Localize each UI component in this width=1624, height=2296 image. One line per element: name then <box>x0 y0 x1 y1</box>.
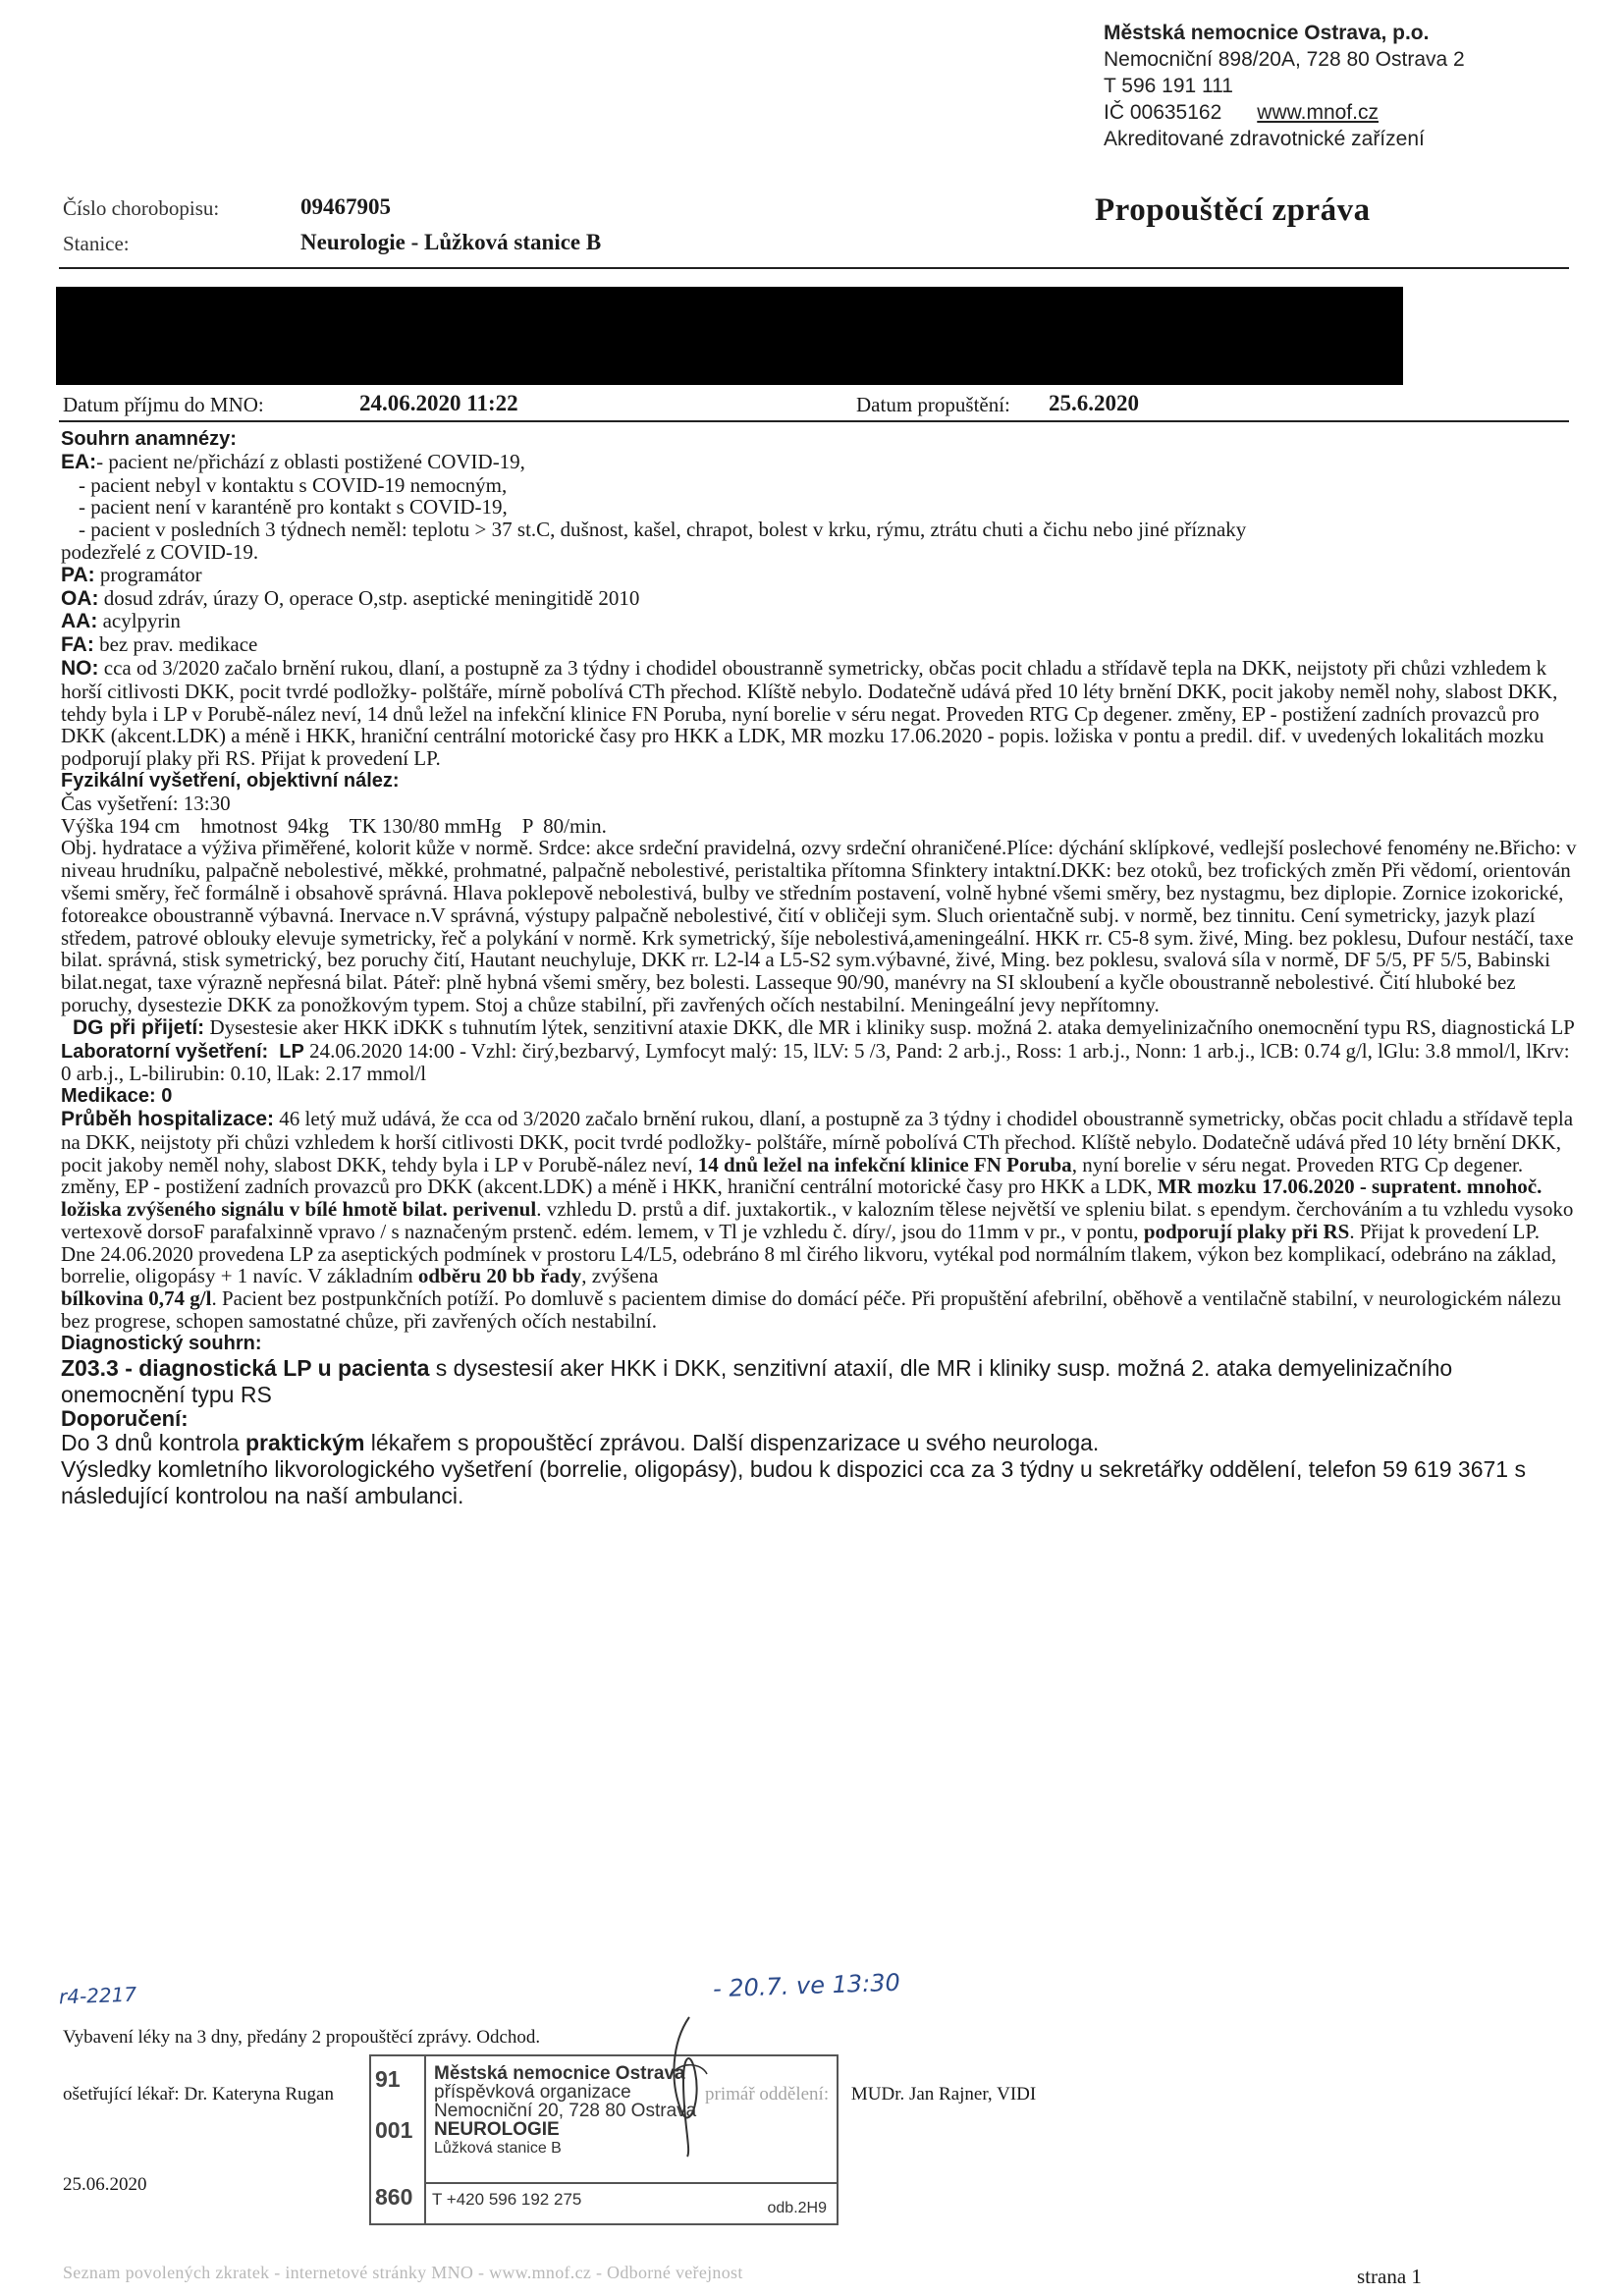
doporuceni-line-1: Do 3 dnů kontrola praktickým lékařem s propouštěcí zprávou. Další dispenzarizace u svého neurologa. <box>61 1430 1100 1456</box>
fyzikalni-heading: Fyzikální vyšetření, objektivní nález: <box>61 769 400 792</box>
page-number: strana 1 <box>1357 2265 1422 2288</box>
primar-name: MUDr. Jan Rajner, VIDI <box>850 2084 1037 2105</box>
dates-divider <box>59 420 1569 422</box>
oa-line: OA: dosud zdráv, úrazy O, operace O,stp. aseptické meningitidě 2010 <box>61 585 640 610</box>
dg-prijeti: DG při přijetí: Dysestesie aker HKK iDKK s tuhnutím lýtek, senzitivní ataxie DKK, dle MR i kliniky susp. možná 2. ataka demyelinizačního onemocnění typu RS, diagnostická LP <box>73 1014 1575 1039</box>
stanice-value: Neurologie - Lůžková stanice B <box>300 230 602 254</box>
chorobopis-label: Číslo chorobopisu: <box>63 196 220 220</box>
discharge-value: 25.6.2020 <box>1049 391 1139 415</box>
stamp-number-2: 001 <box>375 2117 413 2143</box>
stanice-label: Stanice: <box>63 232 130 255</box>
footer-abbreviations: Seznam povolených zkratek - internetové stránky MNO - www.mnof.cz - Odborné veřejnost <box>63 2263 743 2282</box>
hospital-accreditation: Akreditované zdravotnické zařízení <box>1104 128 1425 150</box>
stamp-line-3: Nemocniční 20, 728 80 Ostrava <box>434 2101 697 2121</box>
stanice-row <box>63 230 602 256</box>
handwritten-signature <box>662 2013 717 2160</box>
hospital-address: Nemocniční 898/20A, 728 80 Ostrava 2 <box>1104 48 1465 71</box>
ea-line-5: podezřelé z COVID-19. <box>61 539 259 564</box>
department-stamp <box>369 2054 839 2225</box>
stamp-text <box>434 2064 696 2158</box>
vitals: Výška 194 cm hmotnost 94kg TK 130/80 mmHg P 80/min. <box>61 813 607 838</box>
ea-line-4: - pacient v posledních 3 týdnech neměl: teplotu > 37 st.C, dušnost, kašel, chrapot, bolest v krku, rýmu, ztrátu chuti a čichu nebo jiné příznaky <box>79 518 1247 542</box>
exam-text: Obj. hydratace a výživa přiměřené, kolorit kůže v normě. Srdce: akce srdeční pravidelná, ozvy srdeční ohraničené.Plíce: dýchání sklípkové, vedlejší poslechové fenomény ne.Břicho: v niveau hrudníku, palpačně nebolestivé, měkké, prohmatné, palpačně nebolestivé, peristaltika přítomna Sfinktery intaktní.DKK: bez otoků, bez trofických změn Při vědomí, orientován všemi směry, řeč formálně i obsahově správná. Hlava poklepově nebolestivá, bulby ve středním postavení, volně hybné všemi směry, bez nystagmu, bez diplopie. Zornice izokorické, fotoreakce oboustranně výbavná. Inervace n.V správná, výstupy palpačně nebolestivé, čití v obličeji sym. Sluch orientačně subj. v normě, bez tinnitu. Cení symetricky, jazyk plazí středem, patrové oblouky elevuje symetricky, řeč a polykání v normě. Krk symetrický, šíje nebolestivá,ameningeální. HKK rr. C5-8 sym. živé, Ming. bez poklesu, Dufour nestáčí, taxe bilat. správná, stisk symetrický, bez poruchy čití, Hautant neuchyluje, DKK rr. L2-l4 a L5-S2 sym.výbavné, živé, Ming. bez poklesu, svalová síla v normě, DF 5/5, PF 5/5, Babinski bilat.negat, taxe výrazně nepřesná bilat. Páteř: plně hybná všemi směry, bez bolesti. Lasseque 90/90, manévry na SI skloubení a kyčle oboustranně nebolestivé. Čití hluboké bez poruchy, dysestezie DKK za ponožkovým typem. Stoj a chůze stabilní, při zavřených očích nestabilní. Meningeální jevy nepřítomny. <box>61 836 1577 1016</box>
chorobopis-value: 09467905 <box>300 194 391 219</box>
top-divider <box>59 267 1569 269</box>
ea-line-1: EA:- pacient ne/přichází z oblasti postižené COVID-19, <box>61 449 525 473</box>
ea-line-2: - pacient nebyl v kontaktu s COVID-19 nemocným, <box>79 472 508 497</box>
chorobopis-row <box>63 194 391 221</box>
hospital-ico: IČ 00635162 <box>1104 101 1222 124</box>
document-title: Propouštěcí zpráva <box>1095 192 1371 228</box>
pa-line: PA: programátor <box>61 562 202 586</box>
prubeh-hospitalizace: Průběh hospitalizace: 46 letý muž udává, že cca od 3/2020 začalo brnění rukou, dlaní, a postupně za 3 týdny i chodidel oboustranně symetricky, občas pocit chladu a střídavě tepla na DKK, neijstoty při chůzi vzhledem k horší citlivosti DKK, pocit tvrdé podložky- polštáře, mírně pobolívá CTh přechod. Klíště nebylo. Dodatečně udává před 10 léty brnění DKK, pocit jakoby neměl nohy, slabost DKK, tehdy byla i LP v Porubě-nález neví, 14 dnů ležel na infekční klinice FN Poruba, nyní borelie v séru negat. Proveden RTG Cp degener. změny, EP - postižení zadních provazců pro DKK (akcent.LDK) a méně i HKK, hraniční centrální motorické časy pro HKK a LDK, MR mozku 17.06.2020 - supratent. mnohoč. ložiska zvýšeného signálu v bílé hmotě bilat. perivenul. vzhledu D. prstů a dif. juxtakortik., v kalozním tělese největší ve spleniu bilat. s ependym. čerchováním a tu vzhledu vysoko vertexově dorsoF parafalxinně vpravo / s naznačeným prstenč. edém. lemem, v Tl je vzhledu č. díry/, jsou do 11mm v pr., v pontu, podporují plaky při RS. Přijat k provedení LP. Dne 24.06.2020 provedena LP za aseptických podmínek v prostoru L4/L5, odebráno 8 ml čirého likvoru, vytékal pod normálním tlakem, výkon bez komplikací, odebráno na základ, borrelie, oligopásy + 1 navíc. V základním odběru 20 bb řady, zvýšena bílkovina 0,74 g/l. Pacient bez postpunkčních potíží. Po domluvě s pacientem dimise do domácí péče. Při propuštění afebrilní, oběhově a ventilačně stabilní, v neurologickém nálezu bez progrese, schopen samostatné chůze, při zavřených očích nestabilní. <box>61 1106 1574 1334</box>
doctor-name: Dr. Kateryna Rugan <box>184 2084 334 2105</box>
stamp-line-1: Městská nemocnice Ostrava <box>434 2063 685 2084</box>
fa-line: FA: bez prav. medikace <box>61 632 258 657</box>
anamneza-heading: Souhrn anamnézy: <box>61 428 237 450</box>
admission-value: 24.06.2020 11:22 <box>359 391 518 415</box>
stamp-phone: T +420 596 192 275 <box>424 2182 837 2215</box>
ea-line-3: - pacient není v karanténě pro kontakt s COVID-19, <box>79 495 508 519</box>
doctor-label: ošetřující lékař: <box>63 2084 180 2105</box>
closing-line: Vybavení léky na 3 dny, předány 2 propouštěcí zprávy. Odchod. <box>63 2027 541 2048</box>
exam-time: Čas vyšetření: 13:30 <box>61 791 231 815</box>
discharge-label: Datum propuštění: <box>856 393 1010 416</box>
hospital-phone: T 596 191 111 <box>1104 75 1233 97</box>
no-paragraph: NO: cca od 3/2020 začalo brnění rukou, dlaní, a postupně za 3 týdny i chodidel oboustranně symetricky, občas pocit chladu a střídavě tepla na DKK, neijstoty při chůzi vzhledem k horší citlivosti DKK, pocit tvrdé podložky- polštáře, mírně pobolívá CTh přechod. Klíště nebylo. Dodatečně udává před 10 léty brnění DKK, pocit jakoby neměl nohy, slabost DKK, tehdy byla i LP v Porubě-nález neví, 14 dnů ležel na infekční klinice FN Poruba, nyní borelie v séru negat. Proveden RTG Cp degener. změny, EP - postižení zadních provazců pro DKK (akcent.LDK) a méně i HKK, hraniční centrální motorické časy pro HKK a LDK, MR mozku 17.06.2020 - popis. ložiska v pontu a predil. dif. v uvedených lokalitách mozku podporují plaky při RS. Přijat k provedení LP. <box>61 655 1558 771</box>
report-body <box>61 428 1579 1509</box>
hospital-header <box>1104 20 1465 152</box>
medikace: Medikace: 0 <box>61 1085 173 1108</box>
stamp-odb: odb.2H9 <box>767 2200 827 2216</box>
diag-heading: Diagnostický souhrn: <box>61 1332 262 1354</box>
handwritten-appointment: - 20.7. ve 13:30 <box>712 1968 901 2003</box>
hospital-web-link[interactable]: www.mnof.cz <box>1257 101 1379 124</box>
doporuceni-line-2: Výsledky komletního likvorologického vyšetření (borrelie, oligopásy), budou k dispozici cca za 3 týdny u sekretářky oddělení, telefon 59 619 3671 s následující kontrolou na naší ambulanci. <box>61 1456 1526 1509</box>
diag-text: Z03.3 - diagnostická LP u pacienta s dysestesií aker HKK i DKK, senzitivní ataxií, dle MR i kliniky susp. možná 2. ataka demyelinizačního onemocnění typu RS <box>61 1354 1453 1407</box>
stamp-line-4: NEUROLOGIE <box>434 2119 560 2140</box>
stamp-number-1: 91 <box>375 2066 401 2092</box>
handwritten-left-note: r4-2217 <box>58 1982 137 2009</box>
redacted-patient-block <box>56 287 1403 385</box>
aa-line: AA: acylpyrin <box>61 609 181 633</box>
stamp-line-2: příspěvková organizace <box>434 2082 631 2103</box>
doctor-signature-line <box>63 2084 334 2105</box>
stamp-number-column <box>371 2056 426 2223</box>
laborator: Laboratorní vyšetření: LP 24.06.2020 14:00 - Vzhl: čirý,bezbarvý, Lymfocyt malý: 15, lLV: 5 /3, Pand: 2 arb.j., Ross: 1 arb.j., Nonn: 1 arb.j., lCB: 0.74 g/l, lGlu: 3.8 mmol/l, lKrv: 0 arb.j., L-bilirubin: 0.10, lLak: 2.17 mmol/l <box>61 1038 1570 1086</box>
stamp-line-5: Lůžková stanice B <box>434 2140 562 2157</box>
hospital-name: Městská nemocnice Ostrava, p.o. <box>1104 22 1430 44</box>
admission-label: Datum příjmu do MNO: <box>63 393 264 416</box>
report-date: 25.06.2020 <box>63 2174 147 2195</box>
doporuceni-heading: Doporučení: <box>61 1405 189 1431</box>
stamp-number-3: 860 <box>375 2184 413 2210</box>
